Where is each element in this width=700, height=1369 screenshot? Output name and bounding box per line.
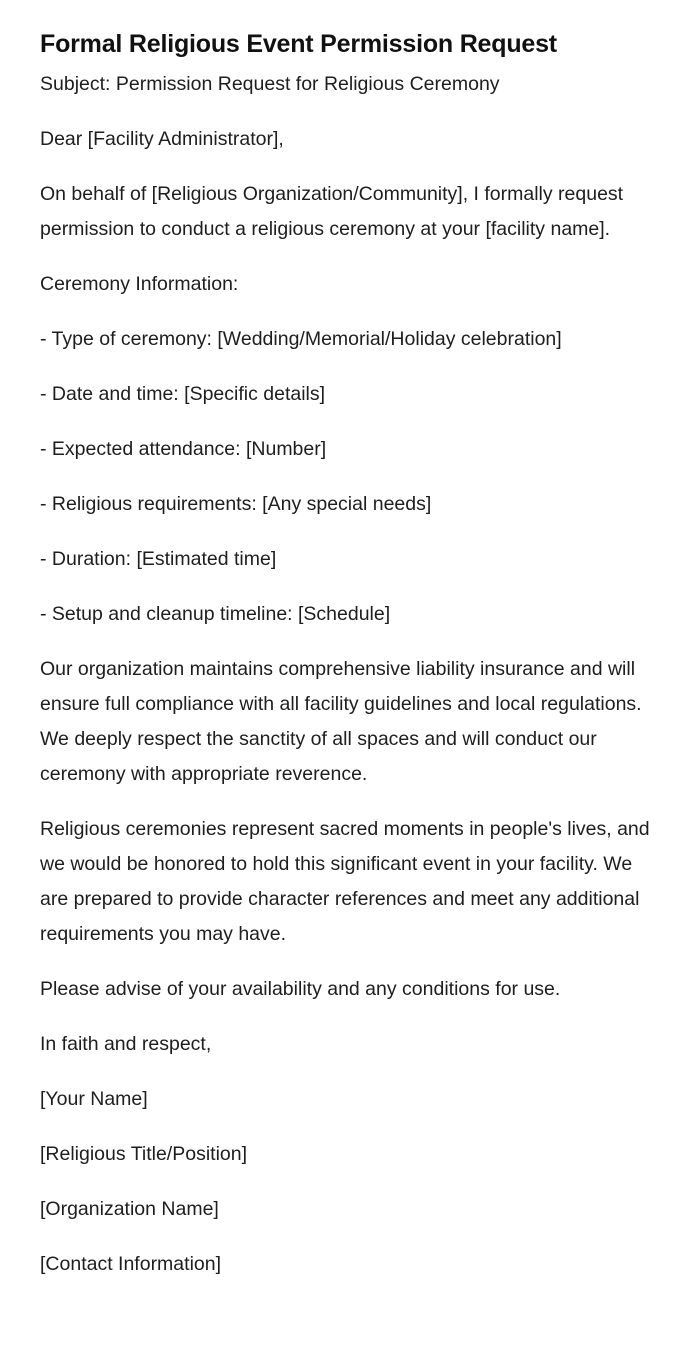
ceremony-item-type: - Type of ceremony: [Wedding/Memorial/Holiday celebration] xyxy=(40,328,562,350)
subject-line: Subject: Permission Request for Religious Ceremony xyxy=(40,73,500,95)
letter-title: Formal Religious Event Permission Request xyxy=(40,30,557,58)
signature-title: [Religious Title/Position] xyxy=(40,1143,248,1165)
ceremony-item-attendance: - Expected attendance: [Number] xyxy=(40,438,327,460)
insurance-paragraph: Our organization maintains comprehensive liability insurance and will ensure full compliance with all facility guidelines and local regulations. We deeply respect the sanctity of all spaces and will conduct our ceremony with appropriate reverence. xyxy=(40,658,642,785)
significance-paragraph: Religious ceremonies represent sacred moments in people's lives, and we would be honored to hold this significant event in your facility. We are prepared to provide character references and meet any additional requirements you may have. xyxy=(40,818,650,945)
signature-name: [Your Name] xyxy=(40,1088,148,1110)
ceremony-heading: Ceremony Information: xyxy=(40,273,239,295)
request-line: Please advise of your availability and any conditions for use. xyxy=(40,978,561,1000)
ceremony-item-date: - Date and time: [Specific details] xyxy=(40,383,326,405)
ceremony-item-setup: - Setup and cleanup timeline: [Schedule] xyxy=(40,603,391,625)
intro-paragraph: On behalf of [Religious Organization/Community], I formally request permission to conduct a religious ceremony at your [facility name]. xyxy=(40,183,624,240)
salutation: Dear [Facility Administrator], xyxy=(40,128,284,150)
closing: In faith and respect, xyxy=(40,1033,212,1055)
signature-organization: [Organization Name] xyxy=(40,1198,219,1220)
ceremony-item-duration: - Duration: [Estimated time] xyxy=(40,548,277,570)
signature-contact: [Contact Information] xyxy=(40,1253,222,1275)
ceremony-item-requirements: - Religious requirements: [Any special needs] xyxy=(40,493,432,515)
